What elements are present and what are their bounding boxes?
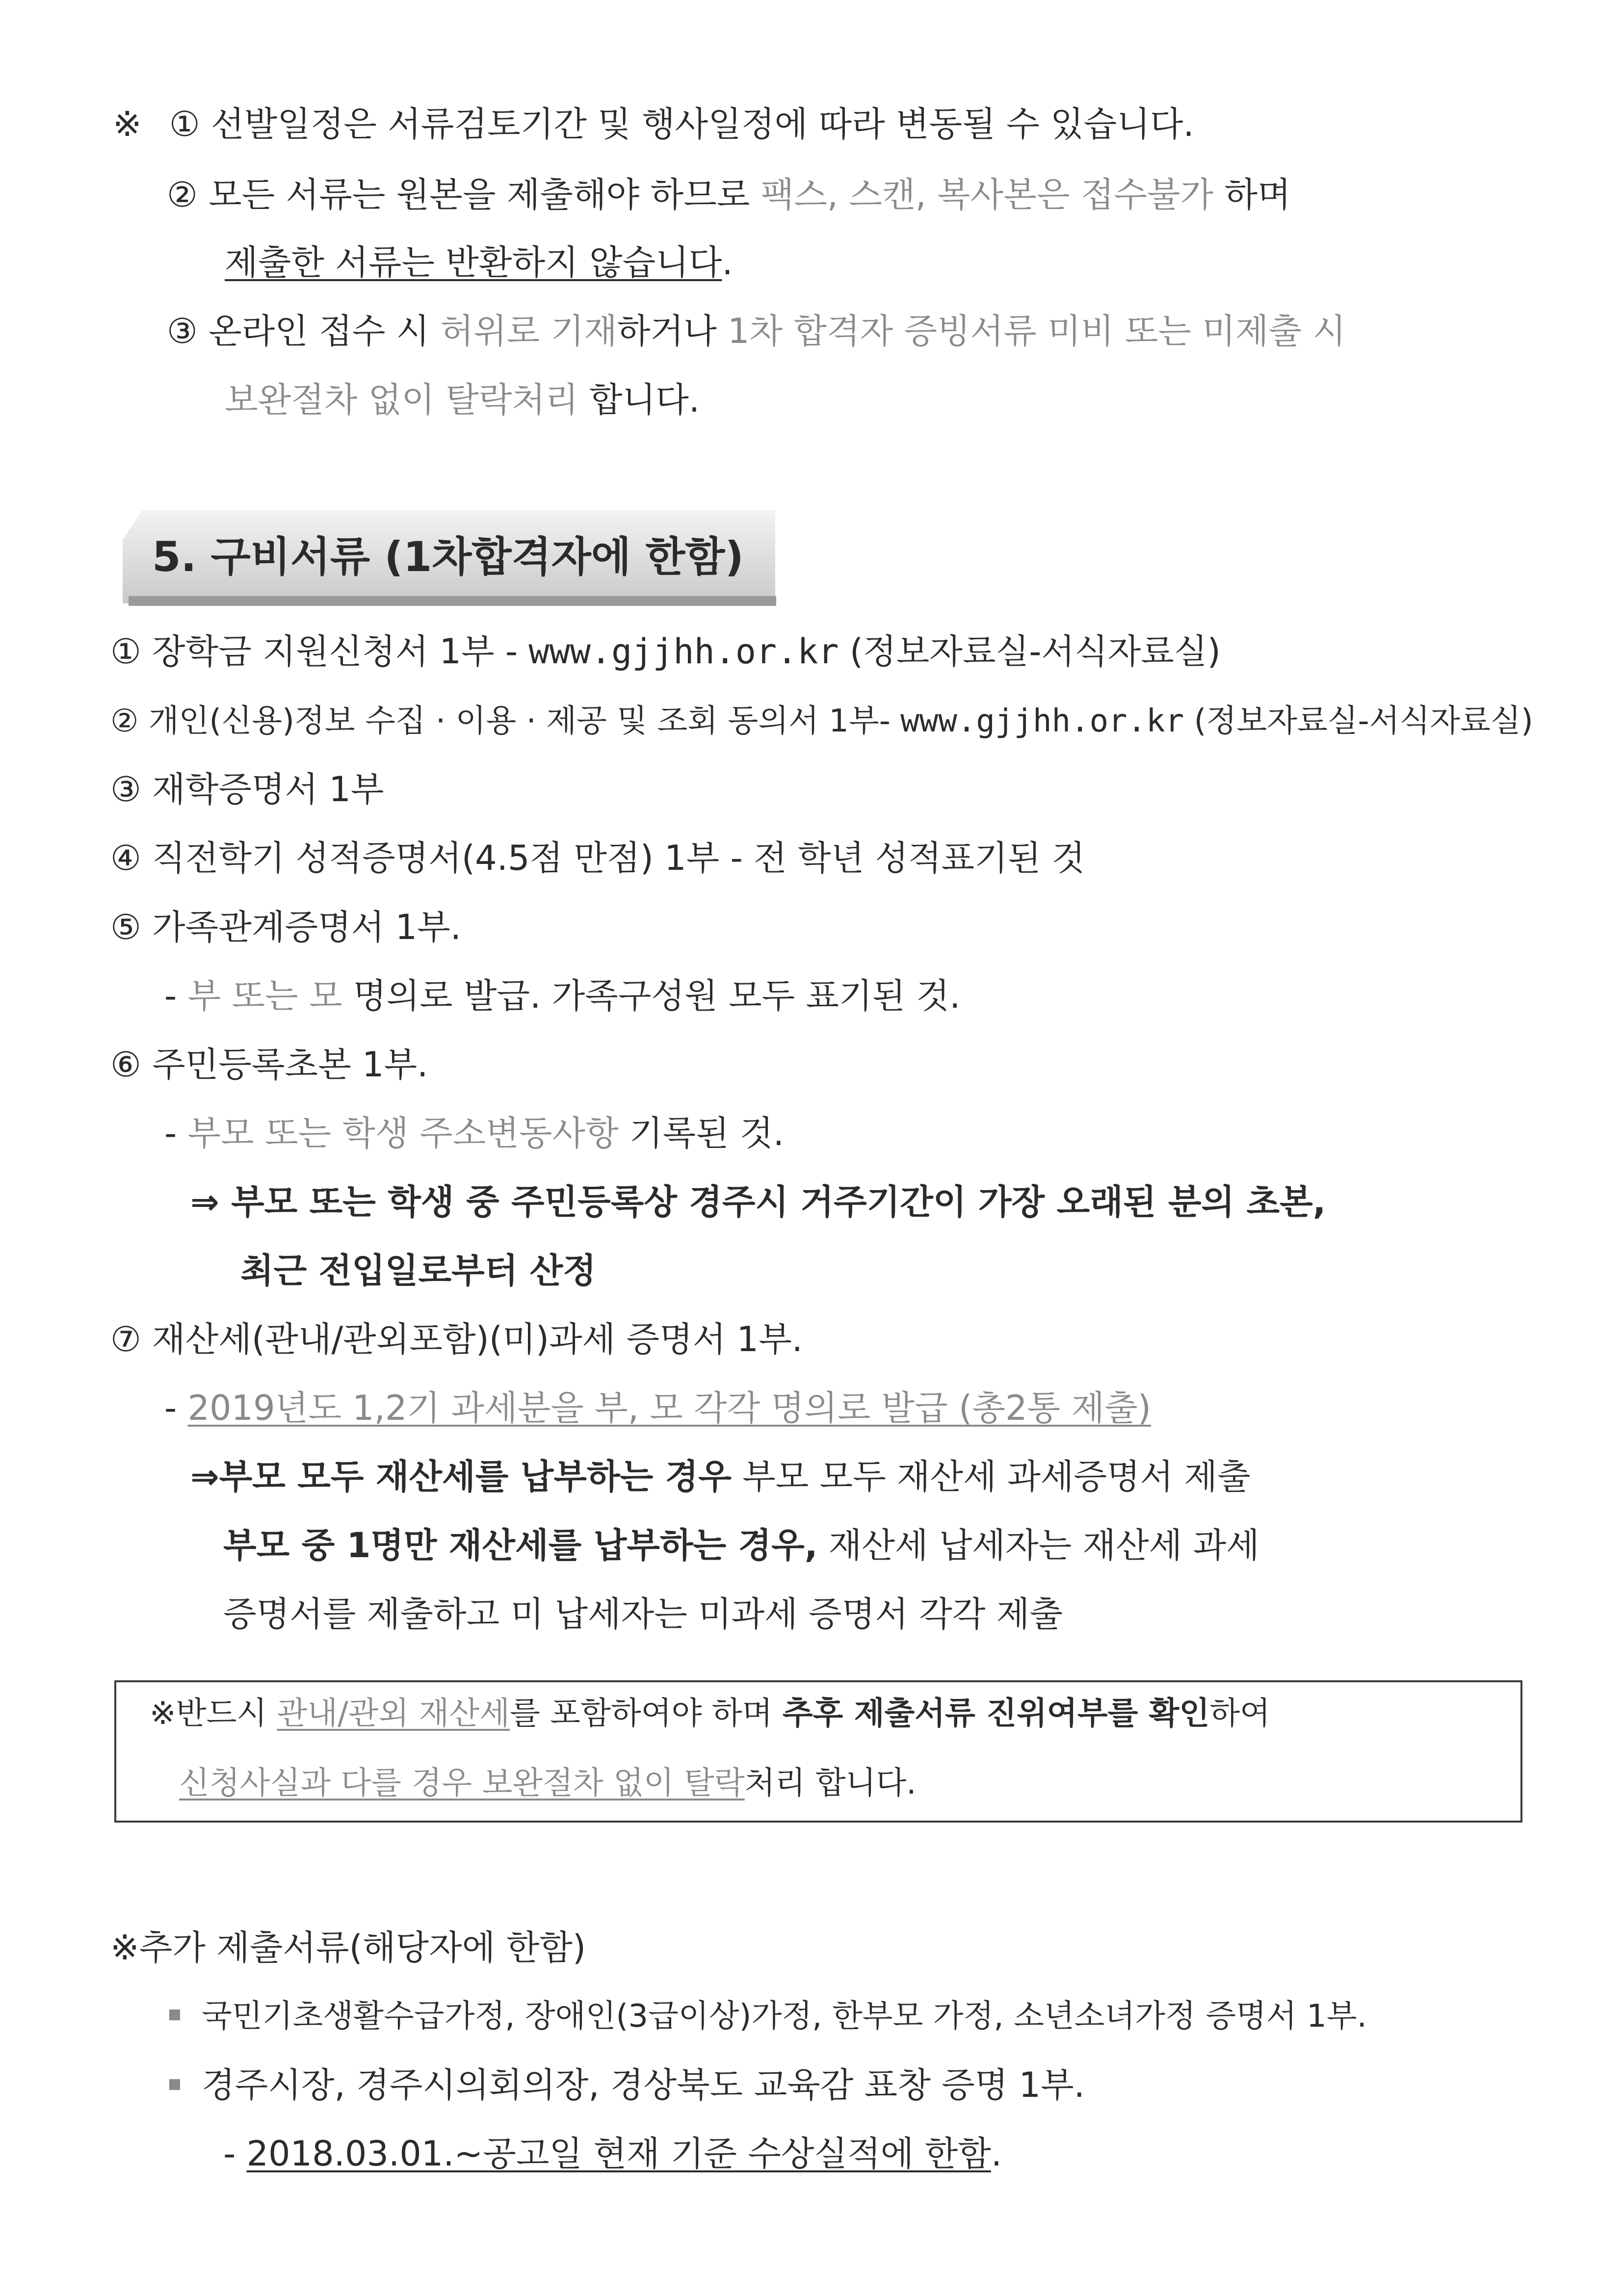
item-2-url: www.gjjhh.or.kr — [900, 703, 1184, 739]
notice-line-2 — [179, 1761, 917, 1805]
note-3-text-a: 온라인 접수 시 — [209, 311, 441, 351]
note-mark: ※ — [113, 104, 142, 144]
item-1-url: www.gjjhh.or.kr — [528, 631, 839, 672]
item-5 — [110, 905, 461, 949]
item-5-sub — [164, 974, 960, 1018]
extra-bullet-1 — [169, 1994, 1367, 2038]
item-6-arrow — [190, 1180, 1326, 1224]
extra-title-text: ※추가 제출서류(해당자에 한함) — [110, 1928, 586, 1968]
item-7-arrow-a: ⇒부모 모두 재산세를 납부하는 경우 — [190, 1457, 732, 1497]
note-3-cont — [225, 378, 700, 422]
extra-bullet-3 — [223, 2132, 1002, 2176]
item-1-text-a: 장학금 지원신청서 1부 - — [152, 631, 529, 672]
item-5-text: 가족관계증명서 1부. — [152, 907, 462, 947]
notice-text-b: 를 포함하여야 하며 — [510, 1696, 783, 1732]
item-1 — [110, 629, 1221, 674]
item-7-text: 재산세(관내/관외포함)(미)과세 증명서 1부. — [152, 1319, 803, 1359]
item-7-arrow-b: 부모 모두 재산세 과세증명서 제출 — [731, 1457, 1251, 1497]
notice-line-1 — [150, 1692, 1270, 1736]
note-3-text-e: 보완절차 없이 탈락처리 — [225, 380, 578, 420]
item-6-sub-c: 기록된 것. — [618, 1113, 784, 1153]
item-6-sub-b: 부모 또는 학생 주소변동사항 — [187, 1113, 619, 1153]
extra-bullet-3-c: . — [991, 2134, 1002, 2174]
note-2 — [167, 173, 1291, 217]
item-6 — [110, 1043, 428, 1087]
item-5-sub-c: 명의로 발급. 가족구성원 모두 표기된 것. — [342, 976, 961, 1016]
item-2-text-c: (정보자료실-서식자료실) — [1184, 703, 1533, 739]
item-7-l3: 증명서를 제출하고 미 납세자는 미과세 증명서 각각 제출 — [223, 1594, 1063, 1634]
note-2-text-b: 팩스, 스캔, 복사본은 접수불가 — [760, 175, 1214, 215]
notice-text-f: 처리 합니다. — [744, 1765, 917, 1801]
item-6-arrow-text: ⇒ 부모 또는 학생 중 주민등록상 경주시 거주기간이 가장 오래된 분의 초본, — [190, 1182, 1326, 1222]
item-6-arrow-text-2: 최근 전입일로부터 산정 — [240, 1251, 596, 1291]
extra-bullet-3-a: - — [223, 2134, 247, 2174]
extra-bullet-1-text: 국민기초생활수급가정, 장애인(3급이상)가정, 한부모 가정, 소년소녀가정 증명서 1부. — [202, 1998, 1367, 2035]
note-1-num: ① — [169, 104, 200, 144]
item-2-text-a: 개인(신용)정보 수집 · 이용 · 제공 및 조회 동의서 1부- — [148, 703, 901, 739]
note-2-cont — [225, 240, 733, 285]
notice-mark: ※반드시 — [150, 1696, 277, 1732]
item-2 — [110, 699, 1533, 743]
item-3-num: ③ — [110, 769, 141, 809]
item-7-arrow — [190, 1455, 1251, 1499]
item-7-sub — [164, 1386, 1151, 1430]
section-heading: 5. 구비서류 (1차합격자에 한함) — [152, 533, 744, 581]
note-3-text-f: 합니다. — [578, 380, 700, 420]
item-3-text: 재학증명서 1부 — [152, 769, 384, 809]
item-5-num: ⑤ — [110, 907, 141, 947]
item-3 — [110, 767, 384, 811]
item-1-text-c: (정보자료실-서식자료실) — [838, 631, 1221, 672]
item-6-sub-a: - — [164, 1113, 188, 1153]
square-bullet-icon — [169, 2009, 180, 2020]
item-7 — [110, 1317, 803, 1361]
item-6-text: 주민등록초본 1부. — [152, 1044, 428, 1085]
item-5-sub-a: - — [164, 976, 188, 1016]
note-3-num: ③ — [167, 311, 198, 351]
section-heading-underline — [129, 596, 776, 606]
item-1-num: ① — [110, 631, 141, 672]
note-1-text: 선발일정은 서류검토기간 및 행사일정에 따라 변동될 수 있습니다. — [210, 104, 1194, 144]
item-7-num: ⑦ — [110, 1319, 141, 1359]
notice-text-d: 하여 — [1209, 1696, 1270, 1732]
note-2-num: ② — [167, 175, 198, 215]
item-4 — [110, 836, 1085, 880]
extra-bullet-3-b: 2018.03.01.~공고일 현재 기준 수상실적에 한함 — [246, 2134, 991, 2174]
note-1 — [113, 102, 1194, 146]
note-2-text-d: 제출한 서류는 반환하지 않습니다 — [225, 242, 722, 283]
item-2-num: ② — [110, 703, 139, 739]
note-3-text-c: 하거나 — [617, 311, 728, 351]
notice-text-a: 관내/관외 재산세 — [277, 1696, 510, 1732]
item-6-num: ⑥ — [110, 1044, 141, 1085]
square-bullet-icon — [169, 2079, 180, 2090]
item-7-sub-a: - — [164, 1388, 188, 1428]
note-2-text-e: . — [722, 242, 733, 283]
notice-text-e: 신청사실과 다를 경우 보완절차 없이 탈락 — [179, 1765, 745, 1801]
item-4-text: 직전학기 성적증명서(4.5점 만점) 1부 - 전 학년 성적표기된 것 — [152, 838, 1085, 878]
note-3-text-b: 허위로 기재 — [440, 311, 617, 351]
note-3 — [167, 309, 1346, 353]
note-3-text-d: 1차 합격자 증빙서류 미비 또는 미제출 시 — [728, 311, 1346, 351]
item-7-line-3 — [223, 1592, 1063, 1636]
item-7-l2b: 재산세 납세자는 재산세 과세 — [817, 1525, 1259, 1565]
note-2-text-a: 모든 서류는 원본을 제출해야 하므로 — [209, 175, 761, 215]
item-5-sub-b: 부 또는 모 — [187, 976, 342, 1016]
note-2-text-c: 하며 — [1213, 175, 1291, 215]
extra-bullet-2 — [169, 2063, 1085, 2107]
extra-bullet-2-text: 경주시장, 경주시의회의장, 경상북도 교육감 표창 증명 1부. — [202, 2065, 1085, 2105]
item-6-sub — [164, 1111, 784, 1155]
item-7-l2a: 부모 중 1명만 재산세를 납부하는 경우, — [223, 1525, 818, 1565]
item-7-sub-b: 2019년도 1,2기 과세분을 부, 모 각각 명의로 발급 (총2통 제출) — [187, 1388, 1152, 1428]
item-6-arrow-cont — [240, 1249, 596, 1293]
extra-title — [110, 1926, 586, 1970]
item-7-line-2 — [223, 1523, 1259, 1567]
item-4-num: ④ — [110, 838, 141, 878]
notice-text-c: 추후 제출서류 진위여부를 확인 — [782, 1696, 1210, 1732]
